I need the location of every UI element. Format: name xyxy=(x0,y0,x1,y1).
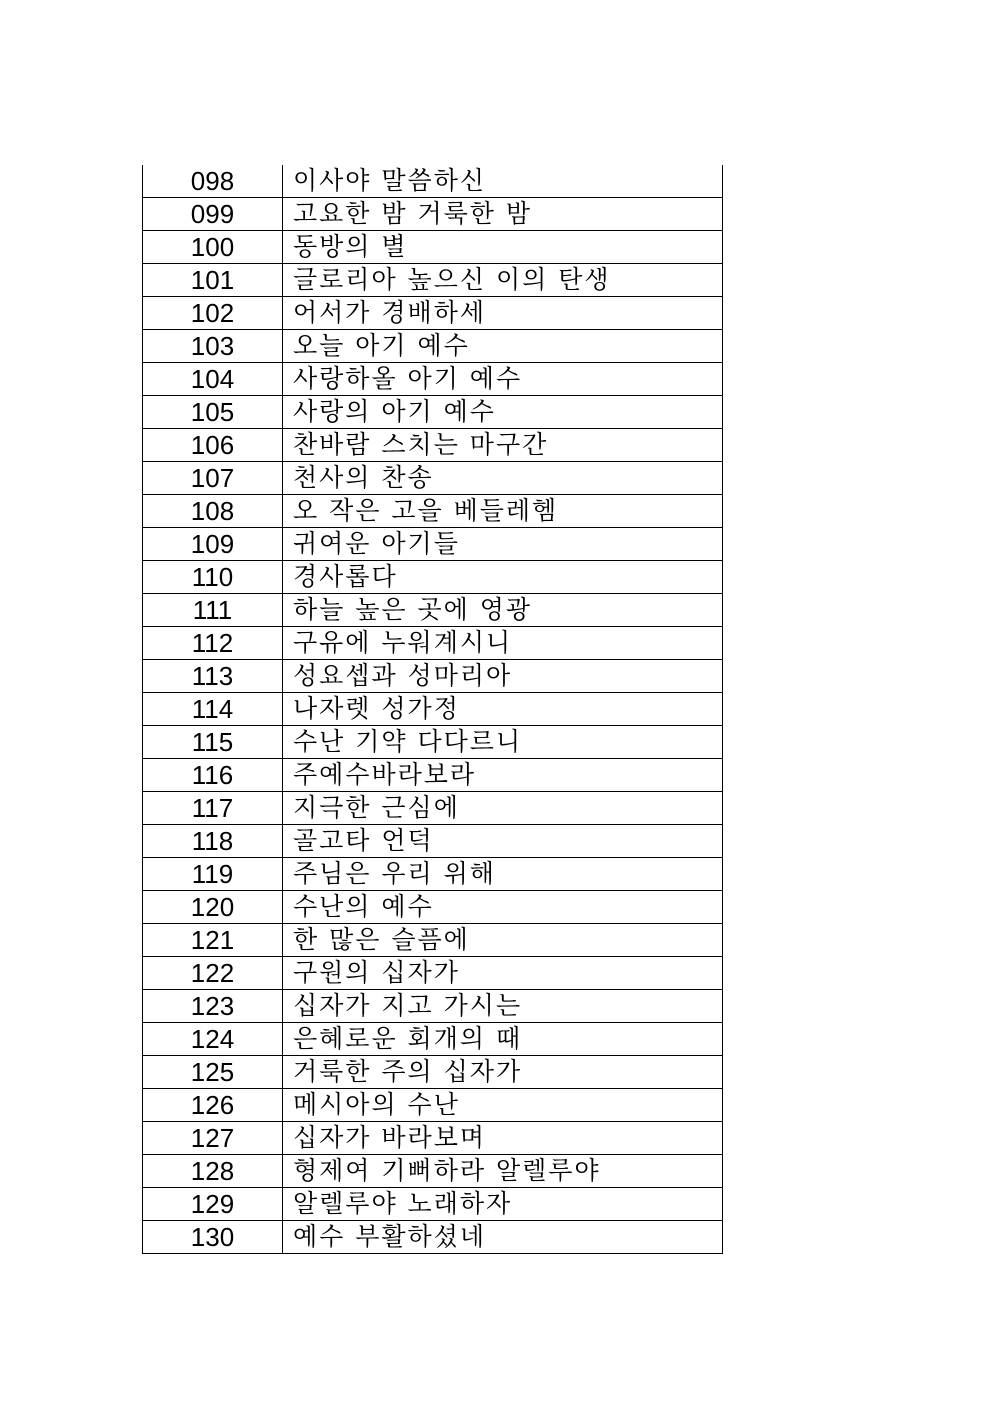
table-row xyxy=(143,1188,723,1221)
hymn-title: 수난 기약 다다르니 xyxy=(283,726,723,759)
table-row xyxy=(143,528,723,561)
hymn-title: 은혜로운 회개의 때 xyxy=(283,1023,723,1056)
hymn-title: 구원의 십자가 xyxy=(283,957,723,990)
hymn-title: 귀여운 아기들 xyxy=(283,528,723,561)
hymn-number: 119 xyxy=(143,858,283,891)
table-row xyxy=(143,330,723,363)
table-row xyxy=(143,231,723,264)
hymn-number: 116 xyxy=(143,759,283,792)
hymn-title: 사랑의 아기 예수 xyxy=(283,396,723,429)
hymn-title: 이사야 말씀하신 xyxy=(283,165,723,198)
hymn-title: 수난의 예수 xyxy=(283,891,723,924)
hymn-number: 107 xyxy=(143,462,283,495)
table-row xyxy=(143,957,723,990)
hymn-number: 120 xyxy=(143,891,283,924)
hymn-title: 골고타 언덕 xyxy=(283,825,723,858)
table-row xyxy=(143,462,723,495)
hymn-number: 112 xyxy=(143,627,283,660)
hymn-number: 123 xyxy=(143,990,283,1023)
table-row xyxy=(143,363,723,396)
table-row xyxy=(143,1221,723,1254)
hymn-number: 105 xyxy=(143,396,283,429)
table-row xyxy=(143,891,723,924)
hymn-title: 천사의 찬송 xyxy=(283,462,723,495)
hymn-title: 구유에 누워계시니 xyxy=(283,627,723,660)
table-row xyxy=(143,693,723,726)
table-row xyxy=(143,429,723,462)
hymn-number: 101 xyxy=(143,264,283,297)
hymn-title: 형제여 기뻐하라 알렐루야 xyxy=(283,1155,723,1188)
hymn-number: 102 xyxy=(143,297,283,330)
table-row xyxy=(143,792,723,825)
hymn-number: 130 xyxy=(143,1221,283,1254)
table-row xyxy=(143,627,723,660)
table-row xyxy=(143,1023,723,1056)
hymn-number: 111 xyxy=(143,594,283,627)
hymn-number: 124 xyxy=(143,1023,283,1056)
hymn-title: 글로리아 높으신 이의 탄생 xyxy=(283,264,723,297)
table-row xyxy=(143,660,723,693)
table-row xyxy=(143,1155,723,1188)
hymn-title: 오 작은 고을 베들레헴 xyxy=(283,495,723,528)
hymn-title: 거룩한 주의 십자가 xyxy=(283,1056,723,1089)
table-row xyxy=(143,495,723,528)
hymn-title: 성요셉과 성마리아 xyxy=(283,660,723,693)
hymn-number: 098 xyxy=(143,165,283,198)
hymn-number: 117 xyxy=(143,792,283,825)
hymn-title: 오늘 아기 예수 xyxy=(283,330,723,363)
hymn-title: 고요한 밤 거룩한 밤 xyxy=(283,198,723,231)
table-row xyxy=(143,165,723,198)
table-row xyxy=(143,990,723,1023)
hymn-number: 108 xyxy=(143,495,283,528)
table-row xyxy=(143,726,723,759)
hymn-number: 103 xyxy=(143,330,283,363)
hymn-number: 109 xyxy=(143,528,283,561)
hymn-number: 128 xyxy=(143,1155,283,1188)
hymn-number: 115 xyxy=(143,726,283,759)
table-row xyxy=(143,858,723,891)
hymn-number: 121 xyxy=(143,924,283,957)
hymn-title: 메시아의 수난 xyxy=(283,1089,723,1122)
hymn-title: 사랑하올 아기 예수 xyxy=(283,363,723,396)
hymn-number: 129 xyxy=(143,1188,283,1221)
hymn-title: 십자가 지고 가시는 xyxy=(283,990,723,1023)
table-row xyxy=(143,561,723,594)
hymn-title: 주님은 우리 위해 xyxy=(283,858,723,891)
hymn-number: 114 xyxy=(143,693,283,726)
table-row xyxy=(143,1056,723,1089)
hymn-number: 104 xyxy=(143,363,283,396)
hymn-title: 십자가 바라보며 xyxy=(283,1122,723,1155)
hymn-title: 지극한 근심에 xyxy=(283,792,723,825)
hymn-title: 알렐루야 노래하자 xyxy=(283,1188,723,1221)
table-row xyxy=(143,825,723,858)
hymn-title: 찬바람 스치는 마구간 xyxy=(283,429,723,462)
hymn-title: 한 많은 슬픔에 xyxy=(283,924,723,957)
hymn-title: 하늘 높은 곳에 영광 xyxy=(283,594,723,627)
table-row xyxy=(143,297,723,330)
hymn-index-table xyxy=(142,165,723,1254)
hymn-number: 125 xyxy=(143,1056,283,1089)
hymn-index-rows xyxy=(143,165,723,1254)
hymn-title: 어서가 경배하세 xyxy=(283,297,723,330)
table-row xyxy=(143,1089,723,1122)
hymn-number: 127 xyxy=(143,1122,283,1155)
table-row xyxy=(143,396,723,429)
hymn-number: 118 xyxy=(143,825,283,858)
hymn-title: 동방의 별 xyxy=(283,231,723,264)
hymn-number: 099 xyxy=(143,198,283,231)
table-row xyxy=(143,759,723,792)
table-row xyxy=(143,924,723,957)
hymn-number: 113 xyxy=(143,660,283,693)
hymn-number: 110 xyxy=(143,561,283,594)
hymn-number: 100 xyxy=(143,231,283,264)
table-row xyxy=(143,198,723,231)
hymn-title: 나자렛 성가정 xyxy=(283,693,723,726)
hymn-title: 주예수바라보라 xyxy=(283,759,723,792)
hymn-title: 경사롭다 xyxy=(283,561,723,594)
table-row xyxy=(143,264,723,297)
table-row xyxy=(143,594,723,627)
hymn-title: 예수 부활하셨네 xyxy=(283,1221,723,1254)
hymn-number: 122 xyxy=(143,957,283,990)
table-row xyxy=(143,1122,723,1155)
hymn-number: 106 xyxy=(143,429,283,462)
hymn-number: 126 xyxy=(143,1089,283,1122)
